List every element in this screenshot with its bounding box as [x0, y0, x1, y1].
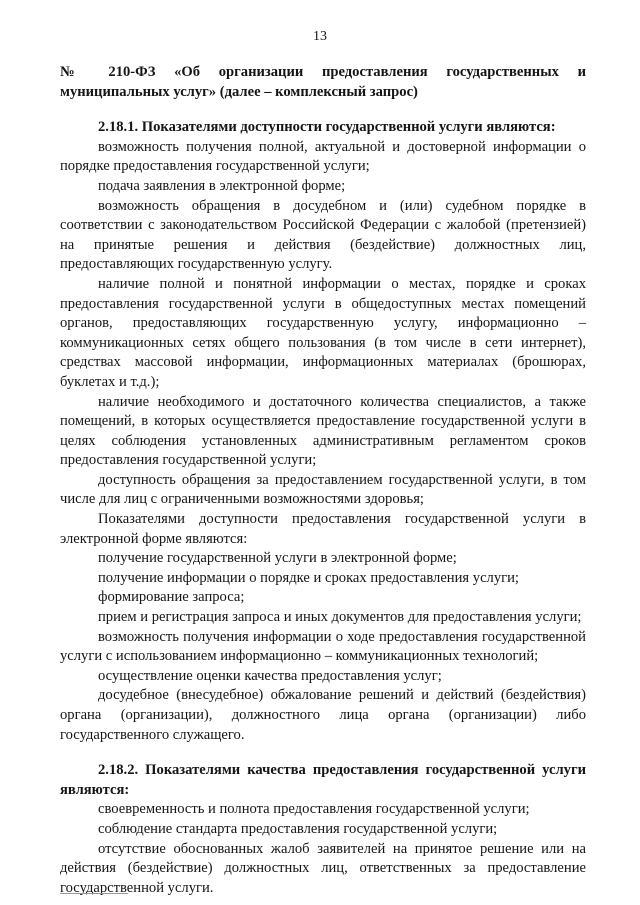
- section-1-item: наличие полной и понятной информации о местах, порядке и сроках предоставления государственной услуги в общедоступных местах помещений органов, предоставляющих государственную услугу, информационно – коммуникационных сетях общего пользования (в том числе в сети интернет), средствах массовой информации, информационных материалах (брошюрах, буклетах и т.д.);: [60, 275, 586, 390]
- section-1-item: доступность обращения за предоставлением государственной услуги, в том числе для лиц с ограниченными возможностями здоровья;: [60, 471, 586, 508]
- section-2-heading: 2.18.2. Показателями качества предоставления государственной услуги являются:: [60, 762, 586, 798]
- page-content: [60, 63, 586, 898]
- section-2-item: соблюдение стандарта предоставления государственной услуги;: [98, 820, 498, 837]
- section-1-item: возможность получения информации о ходе предоставления государственной услуги с использованием информационно – коммуникационных технологий;: [60, 628, 586, 665]
- section-1-item: формирование запроса;: [98, 589, 245, 606]
- section-1-item: Показателями доступности предоставления государственной услуги в электронной форме являются:: [60, 511, 586, 547]
- intro-paragraph: № 210-ФЗ «Об организации предоставления государственных и муниципальных услуг» (далее – комплексный запрос): [60, 64, 586, 100]
- section-1-item: наличие необходимого и достаточного количества специалистов, а также помещений, в которых осуществляется предоставление государственной услуги в целях соблюдения установленных административным регламентом сроков предоставления государственной услуги;: [60, 393, 586, 469]
- section-1-item: прием и регистрация запроса и иных документов для предоставления услуги;: [98, 609, 582, 626]
- page-number: 13: [313, 29, 327, 44]
- section-1-heading: 2.18.1. Показателями доступности государственной услуги являются:: [98, 119, 556, 136]
- section-2-item: отсутствие обоснованных жалоб заявителей на принятое решение или на действия (бездействие) должностных лиц, ответственных за предоставление государственной услуги.: [60, 840, 586, 896]
- section-1-item: осуществление оценки качества предоставления услуг;: [98, 667, 442, 684]
- section-1-item: подача заявления в электронной форме;: [98, 177, 346, 194]
- footer-divider: [60, 893, 128, 894]
- section-1-item: возможность обращения в досудебном и (или) судебном порядке в соответствии с законодательством Российской Федерации с жалобой (претензией) на принятые решения и действия (бездействие) должностных лиц, предоставляющих государственную услугу.: [60, 197, 586, 273]
- section-1-item: получение государственной услуги в электронной форме;: [98, 550, 457, 567]
- section-1-item: досудебное (внесудебное) обжалование решений и действий (бездействия) органа (организации), должностного лица органа (организации) либо государственного служащего.: [60, 687, 586, 743]
- section-2-item: своевременность и полнота предоставления государственной услуги;: [98, 801, 530, 818]
- section-1-item: возможность получения полной, актуальной и достоверной информации о порядке предоставления государственной услуги;: [60, 138, 586, 175]
- section-1-item: получение информации о порядке и сроках предоставления услуги;: [98, 569, 519, 586]
